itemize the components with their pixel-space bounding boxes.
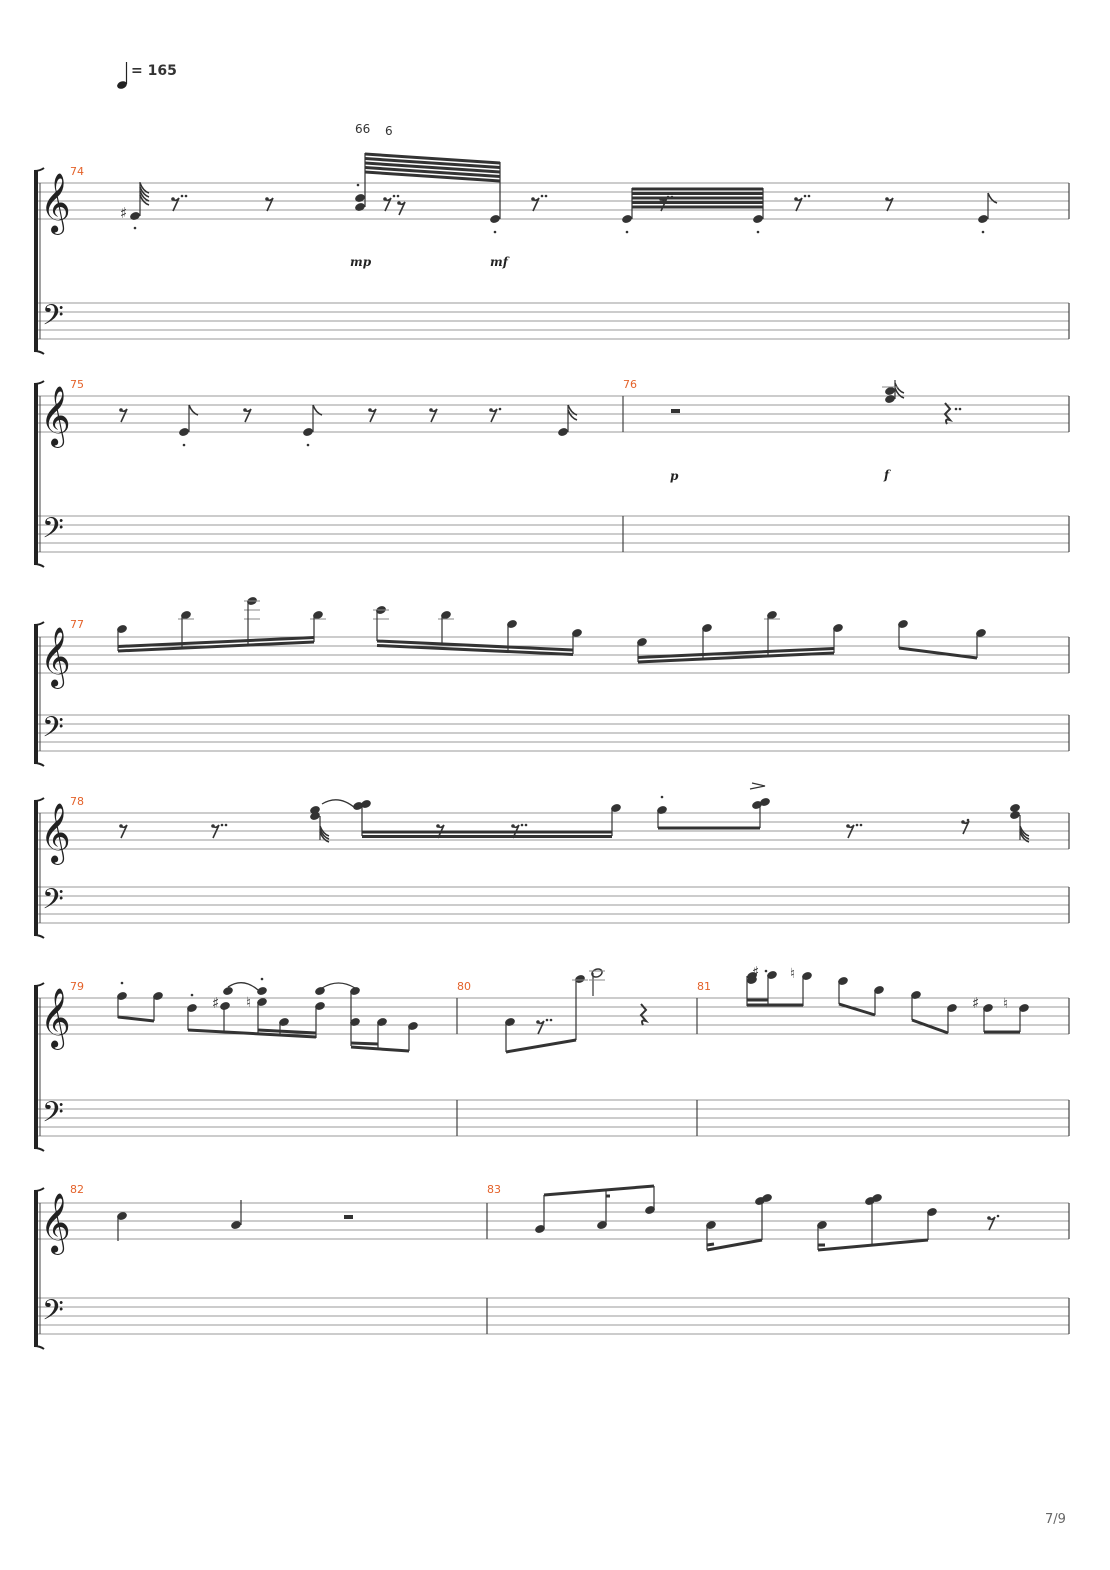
bar-number: 77 xyxy=(70,618,84,631)
beam xyxy=(839,1004,875,1015)
staccato-dot xyxy=(521,824,524,827)
staccato-dot xyxy=(525,824,528,827)
treble-clef-icon: 𝄞 xyxy=(40,386,71,446)
rest-dot xyxy=(987,1216,991,1220)
treble-clef-icon: 𝄞 xyxy=(40,803,71,863)
beam xyxy=(351,1047,409,1051)
bracket-hook xyxy=(34,935,44,938)
staccato-dot xyxy=(183,444,186,447)
staccato-dot xyxy=(765,970,768,973)
system-6 xyxy=(34,1188,1069,1349)
notehead xyxy=(557,427,569,438)
accent-mark xyxy=(750,783,765,789)
natural-icon: ♮ xyxy=(790,966,796,982)
treble-clef-icon: 𝄞 xyxy=(40,1193,71,1253)
staccato-dot xyxy=(546,1019,549,1022)
rest-dot xyxy=(846,824,850,828)
rest-dot xyxy=(885,197,889,201)
notehead xyxy=(977,214,989,225)
rest-dot xyxy=(171,197,175,201)
system-bracket xyxy=(34,801,38,935)
notehead xyxy=(219,1001,231,1012)
notehead xyxy=(129,211,141,222)
staccato-dot xyxy=(626,231,629,234)
bracket-hook xyxy=(34,1148,44,1151)
dynamic-mark: f xyxy=(884,468,890,482)
notehead xyxy=(354,202,366,213)
beam xyxy=(118,1017,154,1021)
tempo-text: = 165 xyxy=(131,63,177,79)
notehead xyxy=(302,427,314,438)
staccato-dot xyxy=(191,994,194,997)
bracket-hook xyxy=(34,622,44,625)
rest-dot xyxy=(265,197,269,201)
bracket-hook xyxy=(34,351,44,354)
natural-icon: ♮ xyxy=(246,995,252,1011)
beam xyxy=(351,1043,378,1044)
bar-number: 83 xyxy=(487,1183,501,1196)
rest-dot xyxy=(536,1020,540,1024)
staccato-dot xyxy=(959,408,962,411)
tuplet-number: 6 xyxy=(385,124,393,138)
staccato-dot xyxy=(757,231,760,234)
rest-dot xyxy=(119,408,123,412)
treble-clef-icon: 𝄞 xyxy=(40,627,71,687)
notehead xyxy=(752,214,764,225)
rest-dot xyxy=(794,197,798,201)
notehead xyxy=(489,214,501,225)
rest-dot xyxy=(397,201,401,205)
rest-dot xyxy=(961,820,965,824)
half-rest-icon xyxy=(344,1215,353,1219)
bar-number: 81 xyxy=(697,980,711,993)
beam xyxy=(258,1030,316,1033)
beam xyxy=(912,1020,948,1033)
bass-clef-icon: 𝄢 xyxy=(42,883,64,923)
system-bracket xyxy=(34,986,38,1148)
staccato-dot xyxy=(997,1215,1000,1218)
staccato-dot xyxy=(357,184,360,187)
staccato-dot xyxy=(181,195,184,198)
staccato-dot xyxy=(541,195,544,198)
rest-dot xyxy=(211,824,215,828)
rest-dot xyxy=(511,824,515,828)
dynamic-mark: mp xyxy=(350,255,372,269)
page-number: 7/9 xyxy=(1045,1512,1066,1527)
bracket-hook xyxy=(34,798,44,801)
bracket-hook xyxy=(34,381,44,384)
half-rest-icon xyxy=(671,409,680,413)
staccato-dot xyxy=(982,231,985,234)
staccato-dot xyxy=(499,408,502,411)
system-4 xyxy=(34,798,1069,938)
staccato-dot xyxy=(804,195,807,198)
staccato-dot xyxy=(221,824,224,827)
dynamic-mark: mf xyxy=(490,255,508,269)
notehead xyxy=(1009,810,1021,821)
bass-clef-icon: 𝄢 xyxy=(42,512,64,552)
systems xyxy=(34,168,1069,1349)
notehead xyxy=(621,214,633,225)
system-bracket xyxy=(34,1191,38,1346)
rest-dot xyxy=(436,824,440,828)
staccato-dot xyxy=(397,195,400,198)
bass-clef-icon: 𝄢 xyxy=(42,711,64,751)
sharp-icon: ♯ xyxy=(120,204,128,222)
beam xyxy=(899,648,977,658)
staccato-dot xyxy=(185,195,188,198)
rest-dot xyxy=(531,197,535,201)
staccato-dot xyxy=(393,195,396,198)
sharp-icon: ♯ xyxy=(972,994,980,1012)
staccato-dot xyxy=(134,227,137,230)
rest-dot xyxy=(429,408,433,412)
bracket-hook xyxy=(34,168,44,171)
notehead xyxy=(256,986,268,997)
system-1 xyxy=(34,168,1069,354)
rest-dot xyxy=(383,197,387,201)
bar-number: 74 xyxy=(70,165,84,178)
rest-dot xyxy=(368,408,372,412)
staccato-dot xyxy=(860,824,863,827)
bar-number: 79 xyxy=(70,980,84,993)
notation xyxy=(116,153,1030,1250)
system-bracket xyxy=(34,384,38,564)
bracket-hook xyxy=(34,1188,44,1191)
beam xyxy=(707,1240,762,1250)
staccato-dot xyxy=(121,982,124,985)
rest-dot xyxy=(243,408,247,412)
bracket-hook xyxy=(34,763,44,766)
treble-clef-icon: 𝄞 xyxy=(40,173,71,233)
bar-number: 78 xyxy=(70,795,84,808)
bar-number: 76 xyxy=(623,378,637,391)
notehead xyxy=(178,427,190,438)
bar-number: 75 xyxy=(70,378,84,391)
staccato-dot xyxy=(494,231,497,234)
staccato-dot xyxy=(550,1019,553,1022)
bass-clef-icon: 𝄢 xyxy=(42,299,64,339)
sharp-icon: ♯ xyxy=(752,963,760,981)
beam xyxy=(818,1240,928,1250)
staccato-dot xyxy=(307,444,310,447)
staccato-dot xyxy=(661,796,664,799)
beam xyxy=(506,1040,576,1052)
bracket-hook xyxy=(34,1346,44,1349)
tie xyxy=(322,800,355,808)
bass-clef-icon: 𝄢 xyxy=(42,1294,64,1334)
staccato-dot xyxy=(967,819,970,822)
bracket-hook xyxy=(34,564,44,567)
rest-dot xyxy=(489,408,493,412)
beam xyxy=(707,1244,714,1245)
staccato-dot xyxy=(856,824,859,827)
notehead xyxy=(884,394,896,405)
bracket-hook xyxy=(34,983,44,986)
system-bracket xyxy=(34,171,38,351)
treble-clef-icon: 𝄞 xyxy=(40,988,71,1048)
natural-icon: ♮ xyxy=(1003,996,1009,1012)
staccato-dot xyxy=(225,824,228,827)
tie xyxy=(322,983,355,988)
bass-clef-icon: 𝄢 xyxy=(42,1096,64,1136)
tuplet-number: 66 xyxy=(355,122,371,136)
staccato-dot xyxy=(955,408,958,411)
dynamic-mark: p xyxy=(670,469,679,483)
rest-dot xyxy=(119,824,123,828)
system-bracket xyxy=(34,625,38,763)
bar-number: 80 xyxy=(457,980,471,993)
notehead xyxy=(354,193,366,204)
tempo-marking xyxy=(116,62,177,90)
beam xyxy=(544,1186,654,1195)
notehead xyxy=(222,986,234,997)
sharp-icon: ♯ xyxy=(212,994,220,1012)
staccato-dot xyxy=(261,978,264,981)
staccato-dot xyxy=(808,195,811,198)
staccato-dot xyxy=(545,195,548,198)
bar-number: 82 xyxy=(70,1183,84,1196)
